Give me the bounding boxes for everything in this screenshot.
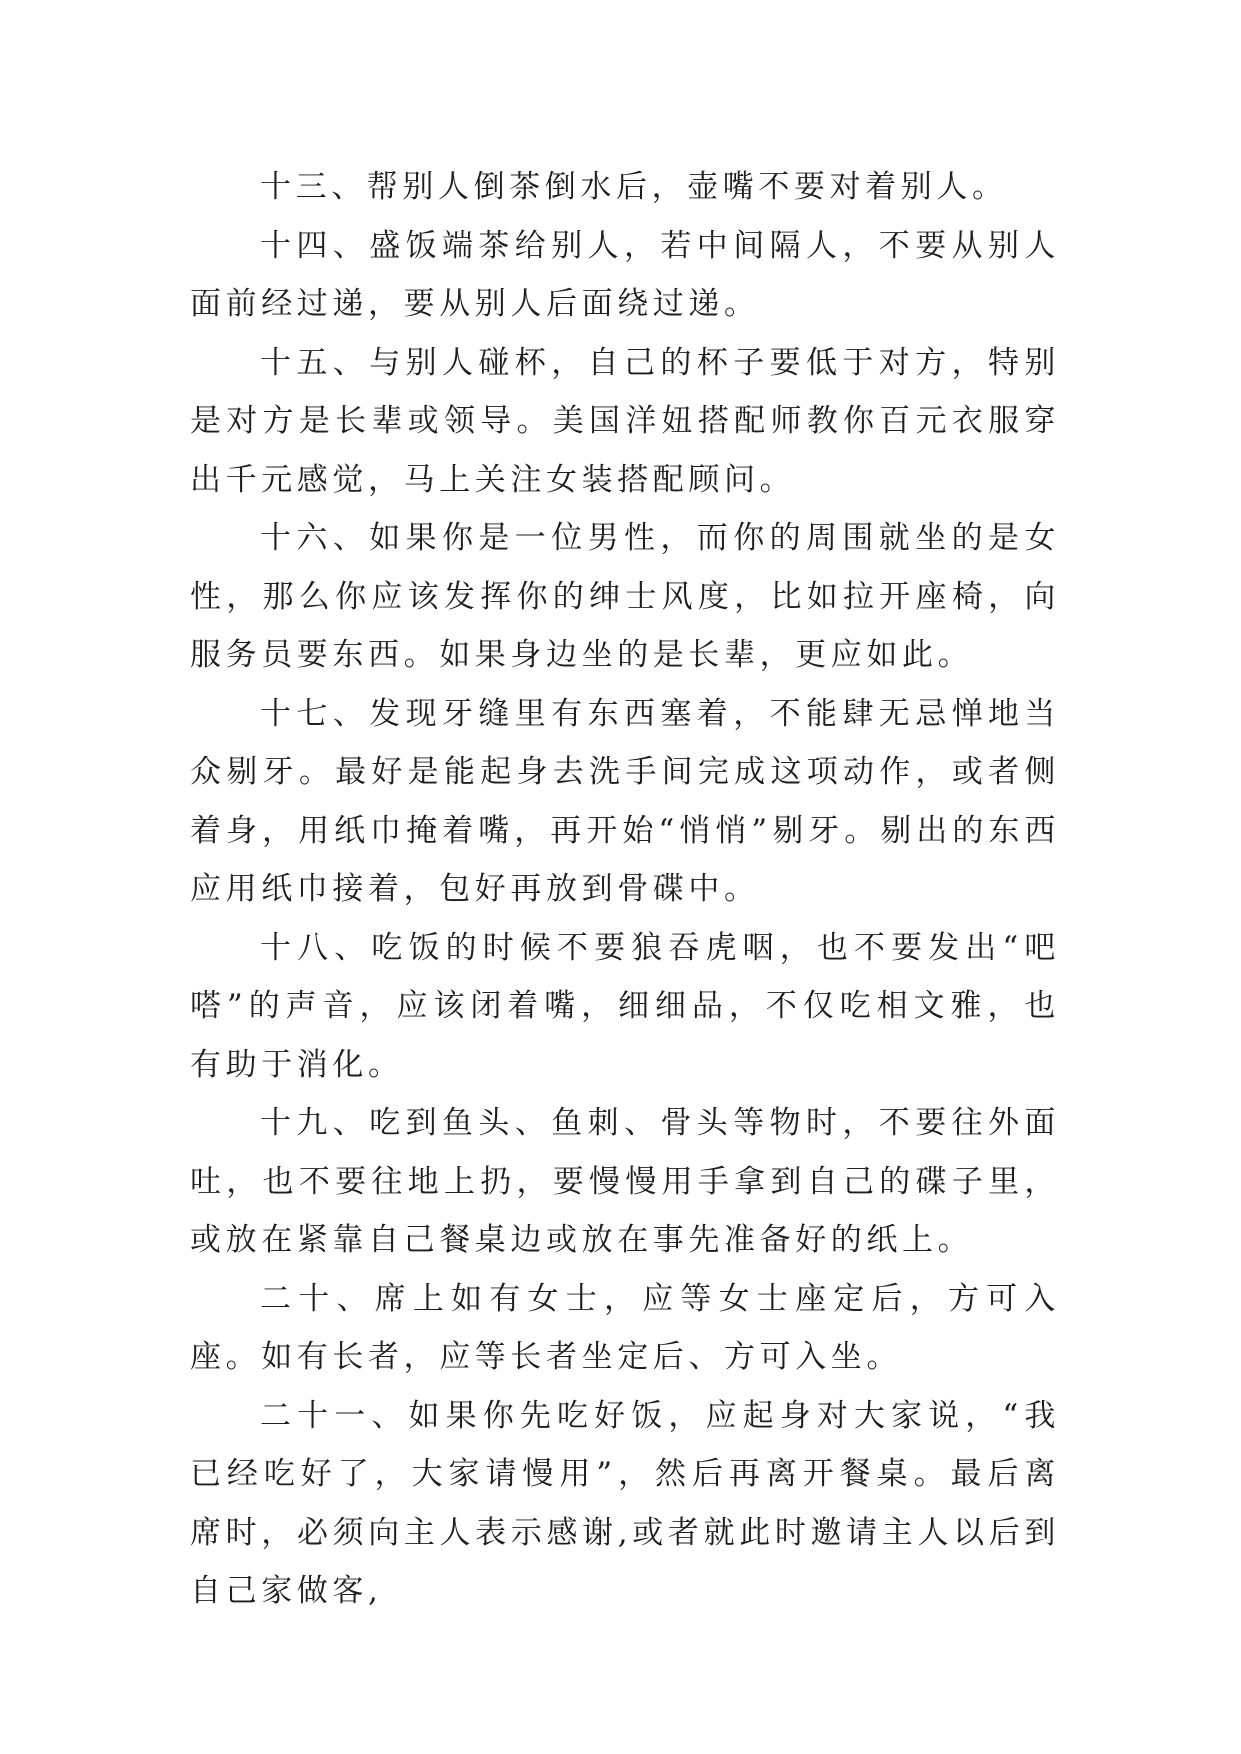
document-page — [190, 158, 1060, 1621]
paragraph-16: 十六、如果你是一位男性，而你的周围就坐的是女性，那么你应该发挥你的绅士风度，比如拉开座椅，向服务员要东西。如果身边坐的是长辈，更应如此。 — [190, 520, 1060, 673]
paragraph-15: 十五、与别人碰杯，自己的杯子要低于对方，特别是对方是长辈或领导。美国洋妞搭配师教你百元衣服穿出千元感觉，马上关注女装搭配顾问。 — [190, 344, 1060, 498]
paragraph-18: 十八、吃饭的时候不要狼吞虎咽，也不要发出“吧嗒”的声音，应该闭着嘴，细细品，不仅吃相文雅，也有助于消化。 — [190, 929, 1060, 1083]
paragraph-19: 十九、吃到鱼头、鱼刺、骨头等物时，不要往外面吐，也不要往地上扔，要慢慢用手拿到自己的碟子里，或放在紧靠自己餐桌边或放在事先准备好的纸上。 — [190, 1105, 1060, 1258]
paragraph-14: 十四、盛饭端茶给别人，若中间隔人，不要从别人面前经过递，要从别人后面绕过递。 — [190, 227, 1060, 322]
paragraph-21: 二十一、如果你先吃好饭，应起身对大家说，“我已经吃好了，大家请慢用”，然后再离开餐桌。最后离席时，必须向主人表示感谢,或者就此时邀请主人以后到自己家做客, — [190, 1397, 1060, 1609]
paragraph-13: 十三、帮别人倒茶倒水后，壶嘴不要对着别人。 — [260, 169, 1008, 205]
paragraph-20: 二十、席上如有女士，应等女士座定后，方可入座。如有长者，应等长者坐定后、方可入坐。 — [190, 1280, 1060, 1375]
paragraph-17: 十七、发现牙缝里有东西塞着，不能肆无忌惮地当众剔牙。最好是能起身去洗手间完成这项动作，或者侧着身，用纸巾掩着嘴，再开始“悄悄”剔牙。剔出的东西应用纸巾接着，包好再放到骨碟中。 — [190, 695, 1060, 907]
